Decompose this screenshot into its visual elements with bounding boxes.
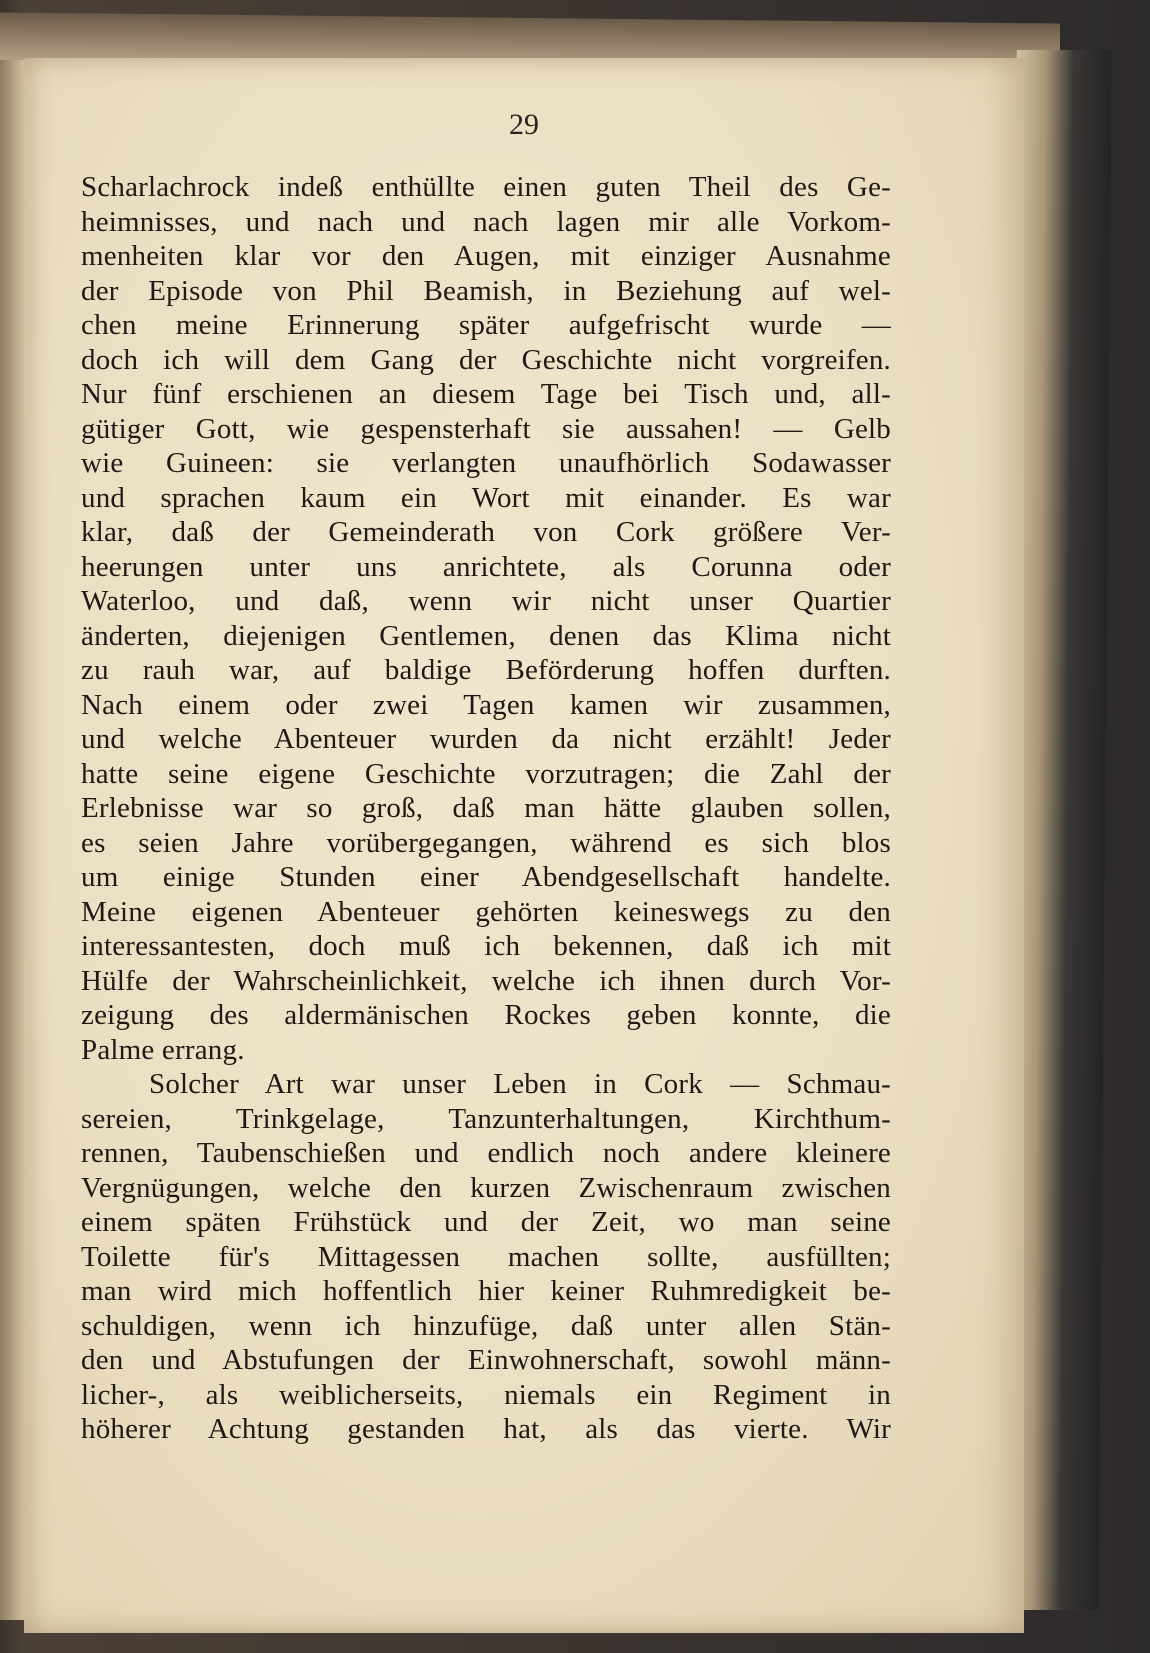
text-line: Hülfe der Wahrscheinlichkeit, welche ich ihnen durch Vor- — [81, 964, 891, 997]
text-line: Erlebnisse war so groß, daß man hätte glauben sollen, — [81, 792, 891, 824]
text-line: zeigung des aldermänischen Rockes geben konnte, die — [81, 999, 891, 1031]
text-line: man wird mich hoffentlich hier keiner Ruhmredigkeit be- — [81, 1275, 891, 1307]
text-line: licher-, als weiblicherseits, niemals ein Regiment in — [81, 1378, 891, 1411]
text-line: änderten, diejenigen Gentlemen, denen das Klima nicht — [81, 619, 891, 652]
text-line: der Episode von Phil Beamish, in Beziehung auf wel- — [81, 274, 891, 307]
text-line: wie Guineen: sie verlangten unaufhörlich Sodawasser — [81, 447, 891, 479]
text-line: menheiten klar vor den Augen, mit einziger Ausnahme — [81, 240, 891, 272]
text-line: Scharlachrock indeß enthüllte einen guten Theil des Ge- — [81, 171, 891, 203]
text-line: und welche Abenteuer wurden da nicht erzählt! Jeder — [81, 723, 891, 755]
text-line: den und Abstufungen der Einwohnerschaft, sowohl männ- — [81, 1344, 891, 1376]
text-line: Waterloo, und daß, wenn wir nicht unser Quartier — [81, 585, 891, 617]
text-line: doch ich will dem Gang der Geschichte nicht vorgreifen. — [81, 343, 891, 376]
text-line: und sprachen kaum ein Wort mit einander. Es war — [81, 481, 891, 514]
body-text — [81, 170, 891, 1447]
text-line: chen meine Erinnerung später aufgefrischt wurde — — [81, 309, 891, 341]
text-line: klar, daß der Gemeinderath von Cork größere Ver- — [81, 516, 891, 548]
text-line: heimnisses, und nach und nach lagen mir alle Vorkom- — [81, 205, 891, 238]
text-line: heerungen unter uns anrichtete, als Corunna oder — [81, 550, 891, 583]
text-line: höherer Achtung gestanden hat, als das vierte. Wir — [81, 1413, 891, 1445]
text-line: gütiger Gott, wie gespensterhaft sie aussahen! — Gelb — [81, 412, 891, 445]
text-line: Nach einem oder zwei Tagen kamen wir zusammen, — [81, 688, 891, 721]
text-line: hatte seine eigene Geschichte vorzutragen; die Zahl der — [81, 757, 891, 790]
page-number: 29 — [509, 108, 539, 141]
text-line: Palme errang. — [81, 1033, 245, 1066]
text-line: Nur fünf erschienen an diesem Tage bei Tisch und, all- — [81, 378, 891, 410]
text-line: sereien, Trinkgelage, Tanzunterhaltungen, Kirchthum- — [81, 1102, 891, 1135]
book-page — [24, 58, 1024, 1633]
text-line: schuldigen, wenn ich hinzufüge, daß unter allen Stän- — [81, 1309, 891, 1342]
text-line: es seien Jahre vorübergegangen, während es sich blos — [81, 826, 891, 859]
text-line: einem späten Frühstück und der Zeit, wo man seine — [81, 1206, 891, 1238]
text-line: Toilette für's Mittagessen machen sollte, ausfüllten; — [81, 1240, 891, 1273]
text-line: Solcher Art war unser Leben in Cork — Schmau- — [149, 1068, 891, 1100]
text-line: Vergnügungen, welche den kurzen Zwischenraum zwischen — [81, 1171, 891, 1204]
text-line: interessantesten, doch muß ich bekennen, daß ich mit — [81, 930, 891, 962]
text-line: zu rauh war, auf baldige Beförderung hoffen durften. — [81, 654, 891, 686]
text-line: Meine eigenen Abenteuer gehörten keineswegs zu den — [81, 895, 891, 928]
text-line: rennen, Taubenschießen und endlich noch andere kleinere — [81, 1137, 891, 1169]
text-line: um einige Stunden einer Abendgesellschaft handelte. — [81, 861, 891, 893]
